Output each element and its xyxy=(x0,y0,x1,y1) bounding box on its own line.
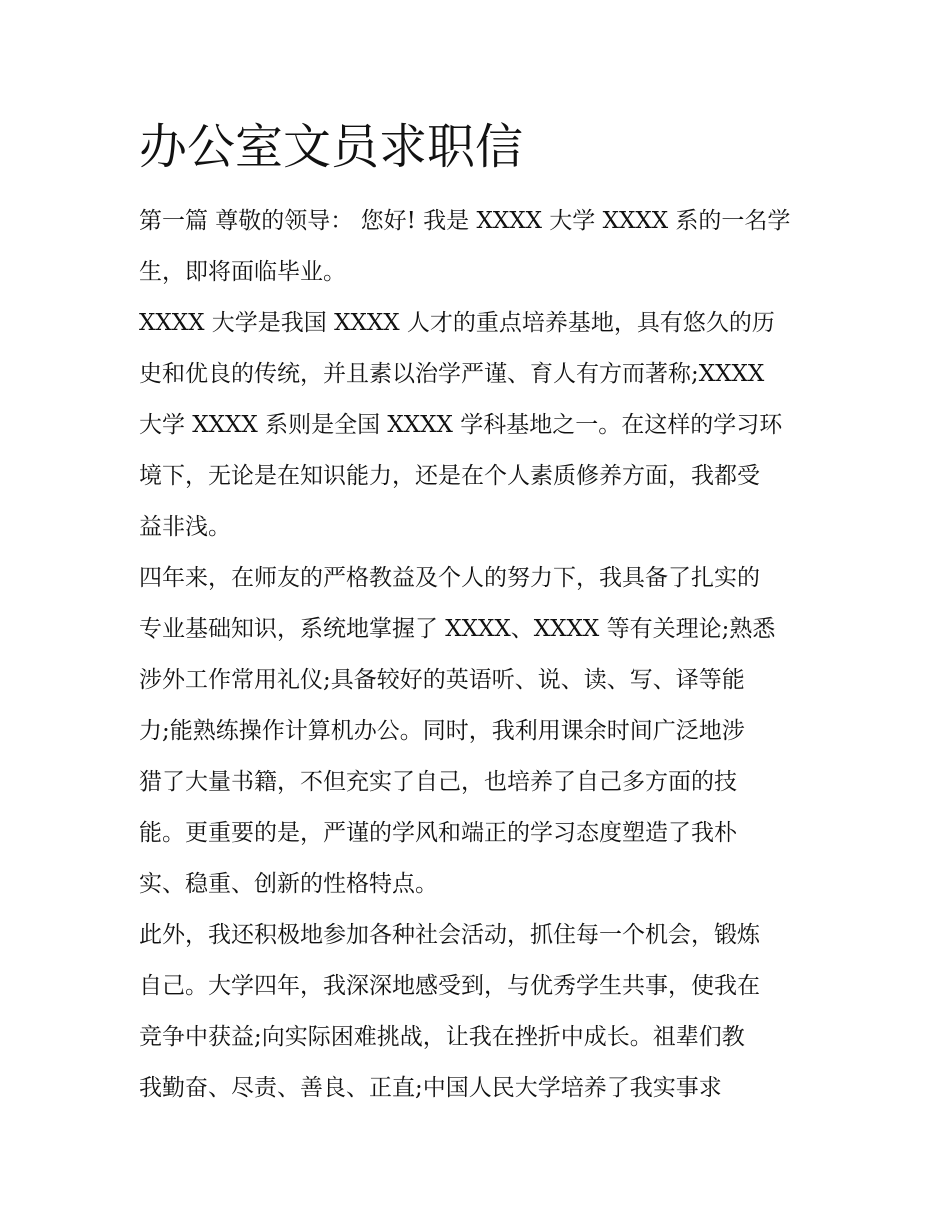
text-line: 能。更重要的是，严谨的学风和端正的学习态度塑造了我朴 xyxy=(139,820,737,846)
text-line: 大学 XXXX 系则是全国 XXXX 学科基地之一。在这样的学习环 xyxy=(139,412,783,438)
document-body xyxy=(139,196,819,1114)
text-line: XXXX 大学是我国 XXXX 人才的重点培养基地，具有悠久的历 xyxy=(139,310,775,336)
text-line: 涉外工作常用礼仪;具备较好的英语听、说、读、写、译等能 xyxy=(139,667,745,693)
text-line: 四年来，在师友的严格教益及个人的努力下，我具备了扎实的 xyxy=(139,565,760,591)
text-line: 竞争中获益;向实际困难挑战，让我在挫折中成长。祖辈们教 xyxy=(139,1024,745,1050)
text-line: 境下，无论是在知识能力，还是在个人素质修养方面，我都受 xyxy=(139,463,760,489)
text-line: 第一篇 尊敬的领导： 您好! 我是 XXXX 大学 XXXX 系的一名学 xyxy=(139,208,791,234)
text-line: 专业基础知识，系统地掌握了 XXXX、XXXX 等有关理论;熟悉 xyxy=(139,616,776,642)
text-line: 自己。大学四年，我深深地感受到，与优秀学生共事，使我在 xyxy=(139,973,760,999)
paragraph-activities xyxy=(139,910,819,1114)
text-line: 史和优良的传统，并且素以治学严谨、育人有方而著称;XXXX xyxy=(139,361,765,387)
text-line: 此外，我还积极地参加各种社会活动，抓住每一个机会，锻炼 xyxy=(139,922,760,948)
text-line: 生，即将面临毕业。 xyxy=(139,259,346,285)
text-line: 我勤奋、尽责、善良、正直;中国人民大学培养了我实事求 xyxy=(139,1075,722,1101)
text-line: 猎了大量书籍，不但充实了自己，也培养了自己多方面的技 xyxy=(139,769,737,795)
paragraph-university xyxy=(139,298,819,553)
text-line: 力;能熟练操作计算机办公。同时，我利用课余时间广泛地涉 xyxy=(139,718,745,744)
document-title: 办公室文员求职信 xyxy=(139,119,524,175)
paragraph-skills xyxy=(139,553,819,910)
paragraph-greeting xyxy=(139,196,819,298)
text-line: 益非浅。 xyxy=(139,514,231,540)
text-line: 实、稳重、创新的性格特点。 xyxy=(139,871,438,897)
